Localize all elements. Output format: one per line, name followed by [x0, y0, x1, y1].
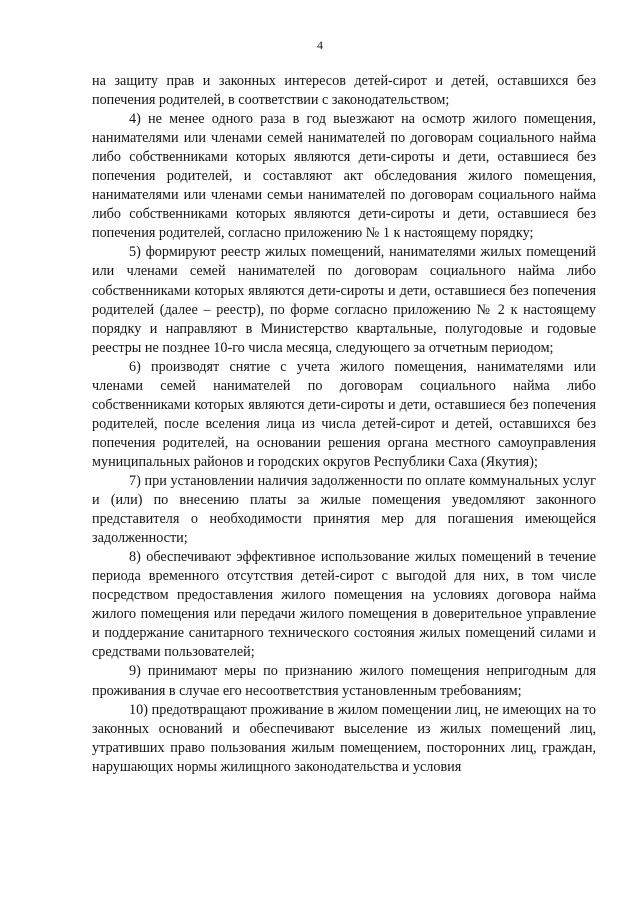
- paragraph-item-7: 7) при установлении наличия задолженности по оплате коммунальных услуг и (или) по внесению платы за жилые помещения уведомляют законного представителя о необходимости принятия мер для погашения имеющейся задолженности;: [92, 472, 596, 547]
- page-number: 4: [317, 38, 323, 52]
- paragraph-item-6: 6) производят снятие с учета жилого помещения, нанимателями или членами семей нанимателей по договорам социального найма либо собственниками которых являются дети-сироты и дети, оставшиеся без попечения родителей, после вселения лица из числа детей-сирот и детей, оставшихся без попечения родителей, на основании решения органа местного самоуправления муниципальных районов и городских округов Республики Саха (Якутия);: [92, 358, 596, 470]
- paragraph-item-4: 4) не менее одного раза в год выезжают на осмотр жилого помещения, нанимателями или членами семей нанимателей по договорам социального найма либо собственниками которых являются дети-сироты и дети, оставшиеся без попечения родителей, и составляют акт обследования жилого помещения, нанимателями или членами семьи нанимателей по договорам социального найма либо собственниками которых являются дети-сироты и дети, оставшиеся без попечения родителей, согласно приложению № 1 к настоящему порядку;: [92, 111, 596, 242]
- paragraph-continuation: на защиту прав и законных интересов детей-сирот и детей, оставшихся без попечения родителей, в соответствии с законодательством;: [92, 73, 596, 109]
- paragraph-item-9: 9) принимают меры по признанию жилого помещения непригодным для проживания в случае его несоответствия установленным требованиям;: [92, 663, 596, 699]
- document-body: [92, 72, 596, 777]
- paragraph-item-10: 10) предотвращают проживание в жилом помещении лиц, не имеющих на то законных оснований и обеспечивают выселение из жилых помещений лиц, утративших право пользования жилым помещением, посторонних лиц, граждан, нарушающих нормы жилищного законодательства и условия: [92, 701, 596, 775]
- paragraph-item-8: 8) обеспечивают эффективное использование жилых помещений в течение периода временного отсутствия детей-сирот с выгодой для них, в том числе посредством предоставления жилого помещения на условиях договора найма жилого помещения или передачи жилого помещения в доверительное управление и поддержание санитарного технического состояния жилых помещений силами и средствами пользователей;: [92, 549, 596, 661]
- paragraph-item-5: 5) формируют реестр жилых помещений, нанимателями жилых помещений или членами семей нанимателей по договорам социального найма либо собственниками которых являются дети-сироты и дети, оставшиеся без попечения родителей (далее – реестр), по форме согласно приложению № 2 к настоящему порядку и направляют в Министерство квартальные, полугодовые и годовые реестры не позднее 10-го числа месяца, следующего за отчетным периодом;: [92, 244, 596, 356]
